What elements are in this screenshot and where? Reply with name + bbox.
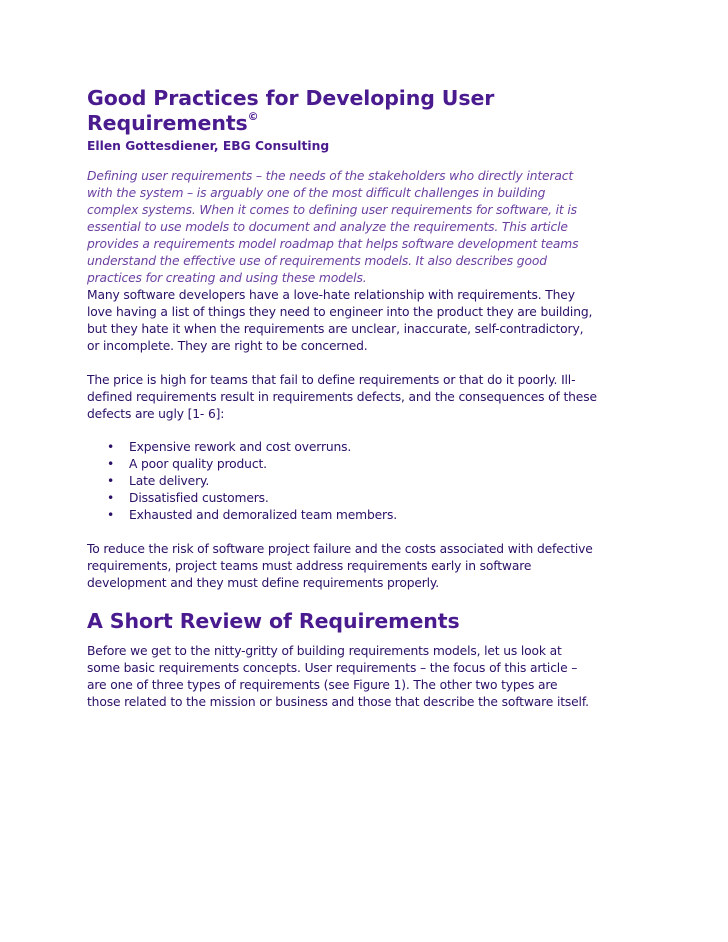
document-page	[87, 86, 647, 711]
bullet-icon: •	[107, 440, 115, 454]
copyright-mark: ©	[247, 110, 259, 123]
list-item	[107, 507, 647, 524]
consequences-list	[87, 439, 647, 524]
list-item	[107, 439, 647, 456]
paragraph-price: The price is high for teams that fail to define requirements or that do it poorly. Ill- defined requirements result in requirements defects, and the consequences of these defects are ugly [1- 6]:	[87, 373, 597, 421]
article-title-line2: Requirements	[87, 111, 248, 135]
paragraph-review: Before we get to the nitty-gritty of building requirements models, let us look at some basic requirements concepts. User requirements – the focus of this article – are one of three types of requirements (see Figure 1). The other two types are those related to the mission or business and those that describe the software itself.	[87, 644, 589, 709]
article-abstract: Defining user requirements – the needs of the stakeholders who directly interact with the system – is arguably one of the most difficult challenges in building complex systems. When it comes to defining user requirements for software, it is essential to use models to document and analyze the requirements. This article provides a requirements model roadmap that helps software development teams understand the effective use of requirements models. It also describes good practices for creating and using these models.	[87, 169, 579, 285]
list-item	[107, 473, 647, 490]
paragraph-risk: To reduce the risk of software project failure and the costs associated with defective requirements, project teams must address requirements early in software development and they must define requirements properly.	[87, 542, 593, 590]
list-item-text: Expensive rework and cost overruns.	[129, 440, 352, 454]
list-item-text: A poor quality product.	[129, 457, 267, 471]
paragraph-intro: Many software developers have a love-hate relationship with requirements. They love having a list of things they need to engineer into the product they are building, but they hate it when the requirements are unclear, inaccurate, self-contradictory, or incomplete. They are right to be concerned.	[87, 288, 593, 353]
bullet-icon: •	[107, 508, 115, 522]
bullet-icon: •	[107, 457, 115, 471]
list-item-text: Exhausted and demoralized team members.	[129, 508, 397, 522]
author-byline: Ellen Gottesdiener, EBG Consulting	[87, 139, 330, 153]
list-item-text: Late delivery.	[129, 474, 210, 488]
list-item	[107, 456, 647, 473]
list-item-text: Dissatisfied customers.	[129, 491, 269, 505]
article-title-line1: Good Practices for Developing User	[87, 86, 495, 110]
bullet-icon: •	[107, 491, 115, 505]
list-item	[107, 490, 647, 507]
article-title	[87, 86, 647, 136]
bullet-icon: •	[107, 474, 115, 488]
section-heading: A Short Review of Requirements	[87, 609, 460, 633]
